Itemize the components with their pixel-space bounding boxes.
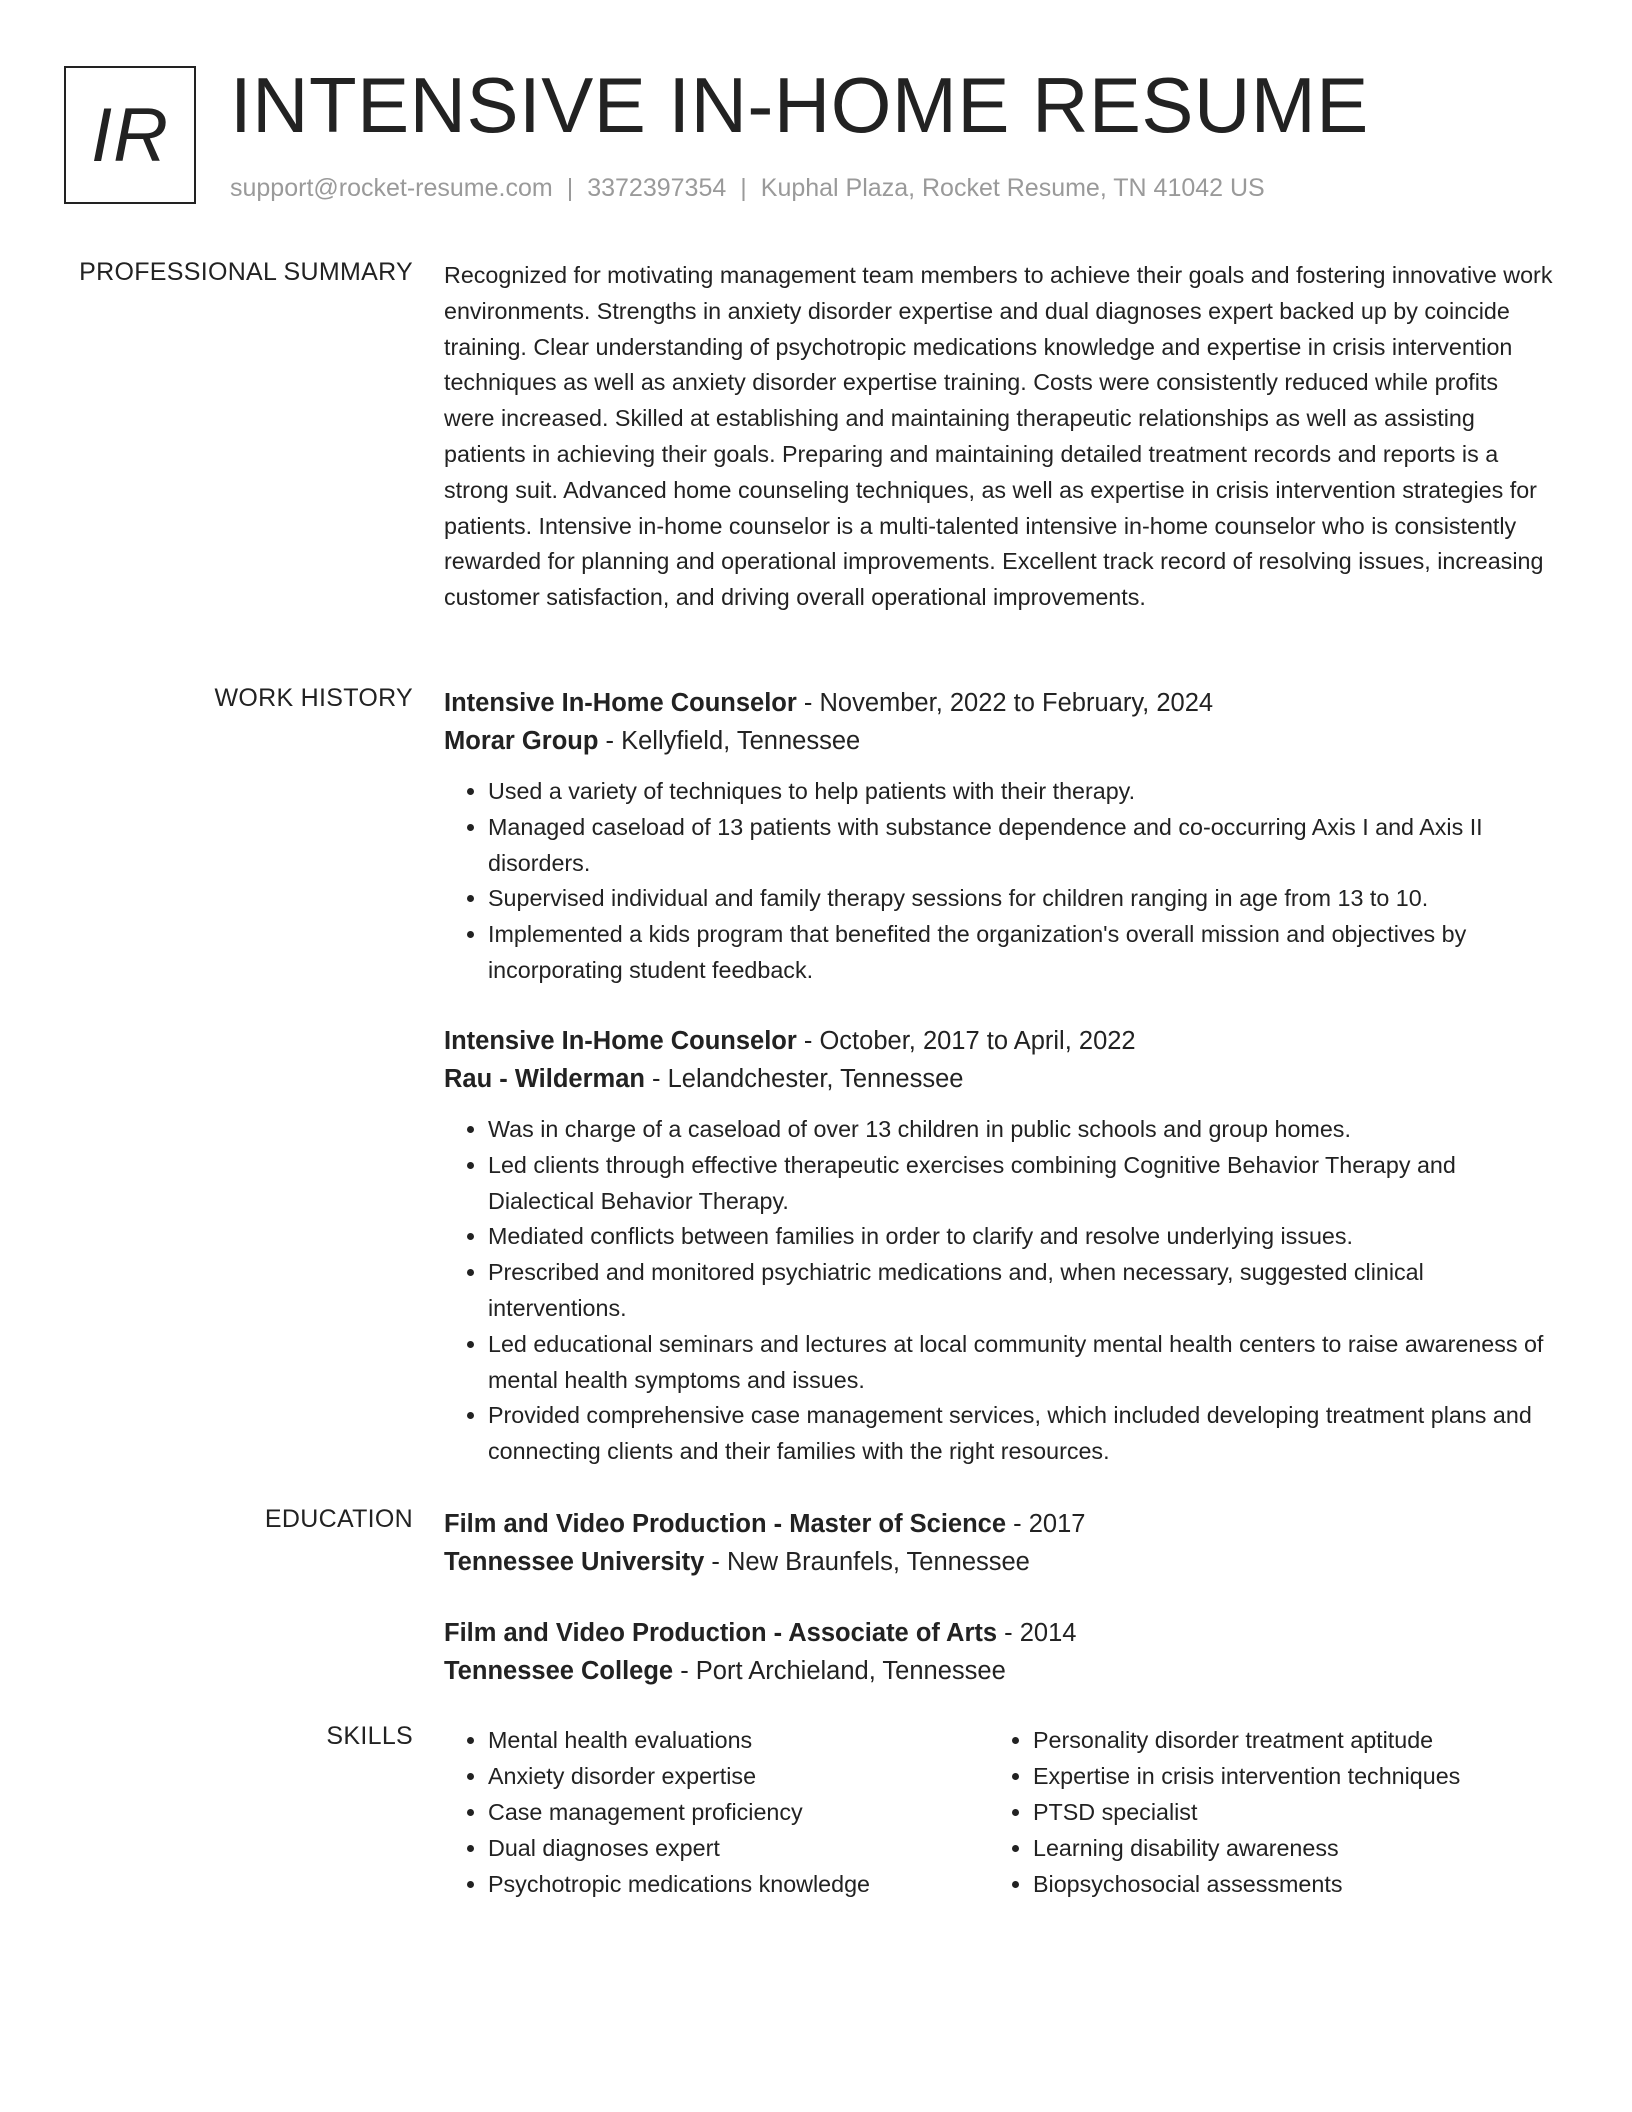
school-location: - Port Archieland, Tennessee: [673, 1657, 1006, 1685]
resume-header: [64, 61, 1568, 214]
list-item: • Prescribed and monitored psychiatric medications and, when necessary, suggested clinical interventions.: [488, 1255, 1554, 1327]
contact-line: [230, 174, 1265, 203]
school-location: - New Braunfels, Tennessee: [704, 1548, 1030, 1576]
graduation-year: - 2017: [1006, 1510, 1086, 1538]
resume-title: INTENSIVE IN-HOME RESUME: [230, 61, 1369, 149]
job-dates: - October, 2017 to April, 2022: [796, 1027, 1136, 1055]
skill-item: • Psychotropic medications knowledge: [488, 1866, 989, 1902]
skill-item: • Expertise in crisis intervention techniques: [1033, 1758, 1553, 1794]
section-heading-summary: PROFESSIONAL SUMMARY: [79, 258, 413, 286]
job-company: Morar Group: [444, 727, 599, 755]
section-heading-work-history: WORK HISTORY: [214, 684, 413, 712]
skill-item: • Biopsychosocial assessments: [1033, 1866, 1553, 1902]
job-company: Rau - Wilderman: [444, 1065, 645, 1093]
list-item: • Led educational seminars and lectures at local community mental health centers to raise awareness of mental health symptoms and issues.: [488, 1327, 1554, 1399]
skills-list-right: [989, 1722, 1553, 1902]
job-company-line: [444, 1060, 1554, 1098]
graduation-year: - 2014: [997, 1619, 1077, 1647]
school: Tennessee University: [444, 1548, 705, 1576]
list-item: • Provided comprehensive case management services, which included developing treatment plans and connecting clients and their families with the right resources.: [488, 1398, 1554, 1470]
degree: Film and Video Production - Associate of Arts: [444, 1619, 998, 1647]
contact-email[interactable]: support@rocket-resume.com: [230, 174, 553, 202]
degree-line: [444, 1614, 1554, 1652]
job-duties-list: [444, 1112, 1554, 1470]
list-item: • Managed caseload of 13 patients with substance dependence and co-occurring Axis I and Axis II disorders.: [488, 810, 1554, 882]
job-title: Intensive In-Home Counselor: [444, 1027, 797, 1055]
degree: Film and Video Production - Master of Science: [444, 1510, 1007, 1538]
job-title-line: [444, 684, 1554, 722]
summary-text: Recognized for motivating management team members to achieve their goals and fostering innovative work environments. Strengths in anxiety disorder expertise and dual diagnoses expert backed up by coincide training. Clear understanding of psychotropic medications knowledge and expertise in crisis intervention techniques as well as anxiety disorder expertise training. Costs were consistently reduced while profits were increased. Skilled at establishing and maintaining therapeutic relationships as well as assisting patients in achieving their goals. Preparing and maintaining detailed treatment records and reports is a strong suit. Advanced home counseling techniques, as well as expertise in crisis intervention strategies for patients. Intensive in-home counselor is a multi-talented intensive in-home counselor who is consistently rewarded for planning and operational improvements. Excellent track record of resolving issues, increasing customer satisfaction, and driving overall operational improvements.: [444, 262, 1553, 611]
education-entry: [444, 1614, 1554, 1690]
education-entry: [444, 1505, 1554, 1581]
job-entry: [444, 684, 1554, 989]
school-line: [444, 1543, 1554, 1581]
list-item: • Led clients through effective therapeutic exercises combining Cognitive Behavior Therapy and Dialectical Behavior Therapy.: [488, 1148, 1554, 1220]
contact-separator: |: [740, 174, 747, 202]
skill-item: • Mental health evaluations: [488, 1722, 989, 1758]
list-item: • Implemented a kids program that benefited the organization's overall mission and objectives by incorporating student feedback.: [488, 917, 1554, 989]
monogram-logo: IR: [64, 66, 196, 204]
list-item: • Mediated conflicts between families in order to clarify and resolve underlying issues.: [488, 1219, 1554, 1255]
school-line: [444, 1652, 1554, 1690]
job-title-line: [444, 1022, 1554, 1060]
skills-columns: [444, 1722, 1554, 1902]
skill-item: • Anxiety disorder expertise: [488, 1758, 989, 1794]
job-entry: [444, 1022, 1554, 1470]
contact-phone[interactable]: 3372397354: [587, 174, 727, 202]
skill-item: • Dual diagnoses expert: [488, 1830, 989, 1866]
job-duties-list: [444, 774, 1554, 989]
job-company-line: [444, 722, 1554, 760]
contact-separator: |: [566, 174, 574, 202]
job-dates: - November, 2022 to February, 2024: [796, 689, 1214, 717]
skill-item: • PTSD specialist: [1033, 1794, 1553, 1830]
job-title: Intensive In-Home Counselor: [444, 689, 797, 717]
skill-item: • Case management proficiency: [488, 1794, 989, 1830]
section-heading-education: EDUCATION: [264, 1505, 413, 1533]
skill-item: • Learning disability awareness: [1033, 1830, 1553, 1866]
school: Tennessee College: [444, 1657, 674, 1685]
contact-address: Kuphal Plaza, Rocket Resume, TN 41042 US: [760, 174, 1265, 202]
job-location: - Kellyfield, Tennessee: [598, 727, 861, 755]
section-heading-skills: SKILLS: [326, 1722, 413, 1750]
skill-item: • Personality disorder treatment aptitude: [1033, 1722, 1553, 1758]
list-item: • Was in charge of a caseload of over 13 children in public schools and group homes.: [488, 1112, 1554, 1148]
list-item: • Supervised individual and family therapy sessions for children ranging in age from 13 to 10.: [488, 881, 1554, 917]
skills-list-left: [444, 1722, 989, 1902]
list-item: • Used a variety of techniques to help patients with their therapy.: [488, 774, 1554, 810]
degree-line: [444, 1505, 1554, 1543]
job-location: - Lelandchester, Tennessee: [644, 1065, 964, 1093]
